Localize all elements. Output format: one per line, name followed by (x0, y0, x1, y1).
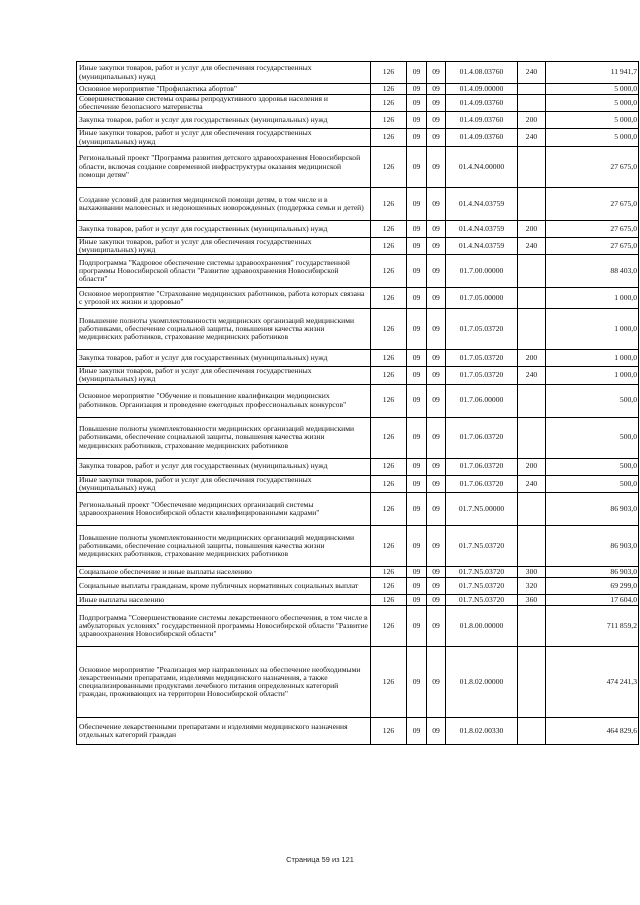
section-code-cell: 09 (407, 605, 427, 646)
amount-cell: 5 000,0 (546, 95, 639, 112)
row-name-cell: Иные закупки товаров, работ и услуг для обеспечения государственных (муниципальных) нужд (77, 129, 371, 146)
expense-type-cell: 200 (518, 112, 546, 129)
table-row (77, 112, 639, 129)
expense-type-cell (518, 187, 546, 220)
row-name-cell: Социальные выплаты гражданам, кроме публичных нормативных социальных выплат (77, 577, 371, 594)
row-name-cell: Повышение полноты укомплектованности медицинских организаций медицинскими работниками, обеспечение социальной защиты, повышения качества жизни медицинских работников, страхование медицинских работников (77, 525, 371, 566)
amount-cell: 1 000,0 (546, 288, 639, 309)
amount-cell: 5 000,0 (546, 129, 639, 146)
row-name-cell: Повышение полноты укомплектованности медицинских организаций медицинскими работниками, обеспечение социальной защиты, повышения качества жизни медицинских работников, страхование медицинских работников (77, 309, 371, 350)
section-code-cell: 09 (407, 220, 427, 237)
table-row (77, 458, 639, 475)
expense-type-cell (518, 95, 546, 112)
table-row (77, 492, 639, 525)
target-article-cell: 01.7.06.03720 (446, 475, 518, 492)
expense-type-cell (518, 717, 546, 744)
section-code-cell: 09 (407, 237, 427, 254)
section-code-cell: 09 (407, 594, 427, 605)
grbs-code-cell: 126 (371, 112, 407, 129)
expense-type-cell: 240 (518, 237, 546, 254)
expense-type-cell (518, 417, 546, 458)
amount-cell: 86 903,0 (546, 566, 639, 577)
section-code-cell: 09 (407, 95, 427, 112)
section-code-cell: 09 (407, 646, 427, 717)
expense-type-cell (518, 255, 546, 288)
subsection-code-cell: 09 (427, 84, 446, 95)
amount-cell: 27 675,0 (546, 187, 639, 220)
row-name-cell: Закупка товаров, работ и услуг для государственных (муниципальных) нужд (77, 458, 371, 475)
grbs-code-cell: 126 (371, 577, 407, 594)
target-article-cell: 01.8.02.00330 (446, 717, 518, 744)
row-name-cell: Иные выплаты населению (77, 594, 371, 605)
amount-cell: 500,0 (546, 475, 639, 492)
expense-type-cell: 240 (518, 367, 546, 384)
subsection-code-cell: 09 (427, 717, 446, 744)
amount-cell: 500,0 (546, 417, 639, 458)
table-row (77, 367, 639, 384)
grbs-code-cell: 126 (371, 350, 407, 367)
expense-type-cell: 200 (518, 220, 546, 237)
grbs-code-cell: 126 (371, 146, 407, 187)
subsection-code-cell: 09 (427, 594, 446, 605)
target-article-cell: 01.8.02.00000 (446, 646, 518, 717)
expense-type-cell (518, 605, 546, 646)
section-code-cell: 09 (407, 129, 427, 146)
table-row (77, 594, 639, 605)
target-article-cell: 01.7.06.03720 (446, 417, 518, 458)
expense-type-cell: 320 (518, 577, 546, 594)
table-row (77, 525, 639, 566)
amount-cell: 5 000,0 (546, 84, 639, 95)
target-article-cell: 01.4.N4.03759 (446, 187, 518, 220)
target-article-cell: 01.4.09.00000 (446, 84, 518, 95)
grbs-code-cell: 126 (371, 492, 407, 525)
expense-type-cell (518, 384, 546, 417)
section-code-cell: 09 (407, 367, 427, 384)
table-row (77, 350, 639, 367)
subsection-code-cell: 09 (427, 350, 446, 367)
target-article-cell: 01.4.09.03760 (446, 112, 518, 129)
row-name-cell: Обеспечение лекарственными препаратами и изделиями медицинского назначения отдельных категорий граждан (77, 717, 371, 744)
section-code-cell: 09 (407, 417, 427, 458)
amount-cell: 500,0 (546, 458, 639, 475)
grbs-code-cell: 126 (371, 237, 407, 254)
amount-cell: 17 604,0 (546, 594, 639, 605)
table-row (77, 566, 639, 577)
subsection-code-cell: 09 (427, 112, 446, 129)
amount-cell: 27 675,0 (546, 146, 639, 187)
subsection-code-cell: 09 (427, 187, 446, 220)
subsection-code-cell: 09 (427, 577, 446, 594)
table-row (77, 475, 639, 492)
expense-type-cell: 360 (518, 594, 546, 605)
target-article-cell: 01.7.05.03720 (446, 350, 518, 367)
target-article-cell: 01.7.05.03720 (446, 367, 518, 384)
row-name-cell: Закупка товаров, работ и услуг для государственных (муниципальных) нужд (77, 350, 371, 367)
table-row (77, 255, 639, 288)
expense-type-cell: 240 (518, 475, 546, 492)
subsection-code-cell: 09 (427, 646, 446, 717)
target-article-cell: 01.4.N4.03759 (446, 220, 518, 237)
grbs-code-cell: 126 (371, 475, 407, 492)
row-name-cell: Совершенствование системы охраны репродуктивного здоровья населения и обеспечение безопасного материнства (77, 95, 371, 112)
grbs-code-cell: 126 (371, 458, 407, 475)
row-name-cell: Подпрограмма "Кадровое обеспечение системы здравоохранения" государственной программы Новосибирской области "Развитие здравоохранения Новосибирской области" (77, 255, 371, 288)
section-code-cell: 09 (407, 187, 427, 220)
amount-cell: 5 000,0 (546, 112, 639, 129)
subsection-code-cell: 09 (427, 605, 446, 646)
amount-cell: 1 000,0 (546, 350, 639, 367)
amount-cell: 1 000,0 (546, 309, 639, 350)
table-row (77, 84, 639, 95)
expense-type-cell (518, 288, 546, 309)
section-code-cell: 09 (407, 62, 427, 84)
grbs-code-cell: 126 (371, 717, 407, 744)
grbs-code-cell: 126 (371, 525, 407, 566)
amount-cell: 27 675,0 (546, 220, 639, 237)
table-row (77, 62, 639, 84)
expense-type-cell (518, 525, 546, 566)
row-name-cell: Основное мероприятие "Профилактика абортов" (77, 84, 371, 95)
target-article-cell: 01.8.00.00000 (446, 605, 518, 646)
grbs-code-cell: 126 (371, 384, 407, 417)
target-article-cell: 01.4.09.03760 (446, 95, 518, 112)
subsection-code-cell: 09 (427, 309, 446, 350)
page-number: Страница 59 из 121 (286, 855, 354, 864)
target-article-cell: 01.7.05.03720 (446, 309, 518, 350)
table-row (77, 187, 639, 220)
target-article-cell: 01.4.N4.00000 (446, 146, 518, 187)
section-code-cell: 09 (407, 350, 427, 367)
table-row (77, 288, 639, 309)
amount-cell: 474 241,3 (546, 646, 639, 717)
table-row (77, 605, 639, 646)
row-name-cell: Иные закупки товаров, работ и услуг для обеспечения государственных (муниципальных) нужд (77, 62, 371, 84)
row-name-cell: Иные закупки товаров, работ и услуг для обеспечения государственных (муниципальных) нужд (77, 475, 371, 492)
target-article-cell: 01.7.N5.03720 (446, 566, 518, 577)
grbs-code-cell: 126 (371, 309, 407, 350)
target-article-cell: 01.4.09.03760 (446, 129, 518, 146)
table-row (77, 220, 639, 237)
amount-cell: 88 403,0 (546, 255, 639, 288)
subsection-code-cell: 09 (427, 384, 446, 417)
target-article-cell: 01.4.N4.03759 (446, 237, 518, 254)
amount-cell: 86 903,0 (546, 525, 639, 566)
table-row (77, 646, 639, 717)
subsection-code-cell: 09 (427, 367, 446, 384)
target-article-cell: 01.7.N5.03720 (446, 594, 518, 605)
target-article-cell: 01.7.N5.03720 (446, 525, 518, 566)
row-name-cell: Основное мероприятие "Страхование медицинских работников, работа которых связана с угрозой их жизни и здоровью" (77, 288, 371, 309)
section-code-cell: 09 (407, 475, 427, 492)
subsection-code-cell: 09 (427, 62, 446, 84)
grbs-code-cell: 126 (371, 594, 407, 605)
row-name-cell: Региональный проект "Обеспечение медицинских организаций системы здравоохранения Новосибирской области квалифицированными кадрами" (77, 492, 371, 525)
expense-type-cell (518, 646, 546, 717)
subsection-code-cell: 09 (427, 146, 446, 187)
grbs-code-cell: 126 (371, 187, 407, 220)
grbs-code-cell: 126 (371, 605, 407, 646)
row-name-cell: Подпрограмма "Совершенствование системы лекарственного обеспечения, в том числе в амбулаторных условиях" государственной программы Новосибирской области "Развитие здравоохранения Новосибирской области" (77, 605, 371, 646)
table-row (77, 577, 639, 594)
expense-type-cell: 200 (518, 458, 546, 475)
amount-cell: 11 941,7 (546, 62, 639, 84)
grbs-code-cell: 126 (371, 646, 407, 717)
subsection-code-cell: 09 (427, 566, 446, 577)
grbs-code-cell: 126 (371, 255, 407, 288)
table-row (77, 309, 639, 350)
row-name-cell: Основное мероприятие "Обучение и повышение квалификации медицинских работников. Организация и проведение ежегодных профессиональных конкурсов" (77, 384, 371, 417)
grbs-code-cell: 126 (371, 566, 407, 577)
expense-type-cell (518, 492, 546, 525)
section-code-cell: 09 (407, 255, 427, 288)
table-row (77, 129, 639, 146)
subsection-code-cell: 09 (427, 475, 446, 492)
table-row (77, 146, 639, 187)
section-code-cell: 09 (407, 146, 427, 187)
expense-type-cell (518, 84, 546, 95)
row-name-cell: Основное мероприятие "Реализация мер направленных на обеспечение необходимыми лекарственными препаратами, изделиями медицинского назначения, а также специализированными продуктами лечебного питания определенных категорий граждан, проживающих на территории Новосибирской области" (77, 646, 371, 717)
budget-table (76, 61, 639, 745)
grbs-code-cell: 126 (371, 129, 407, 146)
table-row (77, 384, 639, 417)
amount-cell: 86 903,0 (546, 492, 639, 525)
amount-cell: 69 299,0 (546, 577, 639, 594)
subsection-code-cell: 09 (427, 525, 446, 566)
row-name-cell: Иные закупки товаров, работ и услуг для обеспечения государственных (муниципальных) нужд (77, 237, 371, 254)
subsection-code-cell: 09 (427, 95, 446, 112)
target-article-cell: 01.7.05.00000 (446, 288, 518, 309)
row-name-cell: Закупка товаров, работ и услуг для государственных (муниципальных) нужд (77, 112, 371, 129)
subsection-code-cell: 09 (427, 237, 446, 254)
subsection-code-cell: 09 (427, 129, 446, 146)
table-row (77, 417, 639, 458)
section-code-cell: 09 (407, 384, 427, 417)
row-name-cell: Повышение полноты укомплектованности медицинских организаций медицинскими работниками, обеспечение социальной защиты, повышения качества жизни медицинских работников, страхование медицинских работников (77, 417, 371, 458)
subsection-code-cell: 09 (427, 288, 446, 309)
row-name-cell: Социальное обеспечение и иные выплаты населению (77, 566, 371, 577)
amount-cell: 1 000,0 (546, 367, 639, 384)
subsection-code-cell: 09 (427, 458, 446, 475)
section-code-cell: 09 (407, 458, 427, 475)
amount-cell: 711 859,2 (546, 605, 639, 646)
expense-type-cell (518, 309, 546, 350)
table-row (77, 237, 639, 254)
amount-cell: 500,0 (546, 384, 639, 417)
row-name-cell: Закупка товаров, работ и услуг для государственных (муниципальных) нужд (77, 220, 371, 237)
target-article-cell: 01.7.N5.03720 (446, 577, 518, 594)
subsection-code-cell: 09 (427, 255, 446, 288)
grbs-code-cell: 126 (371, 84, 407, 95)
section-code-cell: 09 (407, 492, 427, 525)
row-name-cell: Иные закупки товаров, работ и услуг для обеспечения государственных (муниципальных) нужд (77, 367, 371, 384)
table-body (77, 62, 639, 745)
subsection-code-cell: 09 (427, 220, 446, 237)
grbs-code-cell: 126 (371, 417, 407, 458)
row-name-cell: Создание условий для развития медицинской помощи детям, в том числе и в выхаживании маловесных и недоношенных новорожденных (поддержка семьи и детей) (77, 187, 371, 220)
target-article-cell: 01.4.08.03760 (446, 62, 518, 84)
table-row (77, 717, 639, 744)
target-article-cell: 01.7.06.03720 (446, 458, 518, 475)
subsection-code-cell: 09 (427, 417, 446, 458)
grbs-code-cell: 126 (371, 220, 407, 237)
expense-type-cell: 240 (518, 129, 546, 146)
section-code-cell: 09 (407, 84, 427, 95)
subsection-code-cell: 09 (427, 492, 446, 525)
section-code-cell: 09 (407, 288, 427, 309)
target-article-cell: 01.7.06.00000 (446, 384, 518, 417)
grbs-code-cell: 126 (371, 367, 407, 384)
section-code-cell: 09 (407, 566, 427, 577)
section-code-cell: 09 (407, 112, 427, 129)
grbs-code-cell: 126 (371, 62, 407, 84)
target-article-cell: 01.7.N5.00000 (446, 492, 518, 525)
grbs-code-cell: 126 (371, 288, 407, 309)
expense-type-cell: 240 (518, 62, 546, 84)
grbs-code-cell: 126 (371, 95, 407, 112)
section-code-cell: 09 (407, 525, 427, 566)
amount-cell: 464 829,6 (546, 717, 639, 744)
target-article-cell: 01.7.00.00000 (446, 255, 518, 288)
amount-cell: 27 675,0 (546, 237, 639, 254)
section-code-cell: 09 (407, 717, 427, 744)
section-code-cell: 09 (407, 309, 427, 350)
expense-type-cell (518, 146, 546, 187)
row-name-cell: Региональный проект "Программа развития детского здравоохранения Новосибирской области, включая создание современной инфраструктуры оказания медицинской помощи детям" (77, 146, 371, 187)
table-row (77, 95, 639, 112)
section-code-cell: 09 (407, 577, 427, 594)
expense-type-cell: 200 (518, 350, 546, 367)
expense-type-cell: 300 (518, 566, 546, 577)
